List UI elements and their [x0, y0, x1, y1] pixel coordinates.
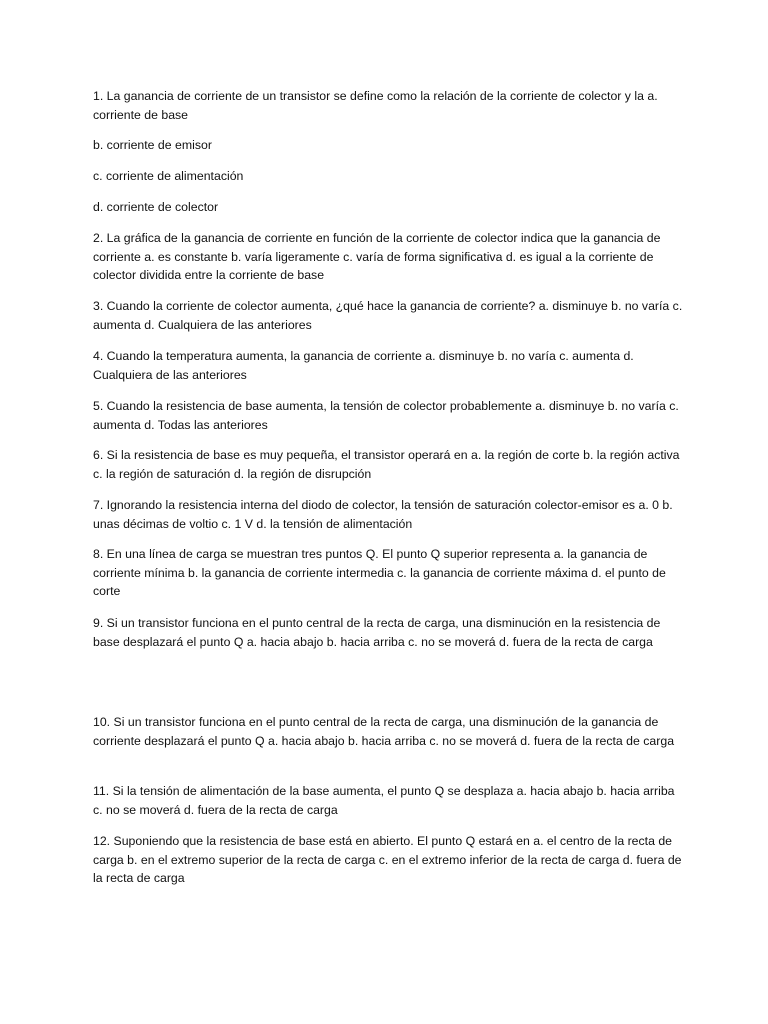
question-7: 7. Ignorando la resistencia interna del diodo de colector, la tensión de saturación colector-emisor es a. 0 b. unas décimas de voltio c. 1 V d. la tensión de alimentación: [93, 498, 673, 531]
question-12: 12. Suponiendo que la resistencia de base está en abierto. El punto Q estará en a. el centro de la recta de carga b. en el extremo superior de la recta de carga c. en el extremo inferior de la recta de carga d. fuera de la recta de carga: [93, 834, 682, 885]
question-5: 5. Cuando la resistencia de base aumenta, la tensión de colector probablemente a. disminuye b. no varía c. aumenta d. Todas las anteriores: [93, 399, 679, 432]
question-11: 11. Si la tensión de alimentación de la base aumenta, el punto Q se desplaza a. hacia abajo b. hacia arriba c. no se moverá d. fuera de la recta de carga: [93, 784, 675, 817]
question-2: 2. La gráfica de la ganancia de corriente en función de la corriente de colector indica que la ganancia de corriente a. es constante b. varía ligeramente c. varía de forma significativa d. es igual a la corriente de colector dividida entre la corriente de base: [93, 231, 661, 282]
question-4: 4. Cuando la temperatura aumenta, la ganancia de corriente a. disminuye b. no varía c. aumenta d. Cualquiera de las anteriores: [93, 349, 634, 382]
question-8: 8. En una línea de carga se muestran tres puntos Q. El punto Q superior representa a. la ganancia de corriente mínima b. la ganancia de corriente intermedia c. la ganancia de corriente máxima d. el punto de corte: [93, 547, 666, 598]
question-9: 9. Si un transistor funciona en el punto central de la recta de carga, una disminución en la resistencia de base desplazará el punto Q a. hacia abajo b. hacia arriba c. no se moverá d. fuera de la recta de carga: [93, 616, 661, 649]
question-6: 6. Si la resistencia de base es muy pequeña, el transistor operará en a. la región de corte b. la región activa c. la región de saturación d. la región de disrupción: [93, 448, 680, 481]
question-1-option-b: b. corriente de emisor: [93, 138, 212, 152]
question-1-option-c: c. corriente de alimentación: [93, 169, 244, 183]
question-10: 10. Si un transistor funciona en el punto central de la recta de carga, una disminución de la ganancia de corriente desplazará el punto Q a. hacia abajo b. hacia arriba c. no se moverá d. fuera de la recta de carga: [93, 715, 675, 748]
question-3: 3. Cuando la corriente de colector aumenta, ¿qué hace la ganancia de corriente? a. disminuye b. no varía c. aumenta d. Cualquiera de las anteriores: [93, 299, 683, 332]
question-1-option-d: d. corriente de colector: [93, 200, 219, 214]
question-1-stem: 1. La ganancia de corriente de un transistor se define como la relación de la corriente de colector y la a. corriente de base: [93, 89, 658, 122]
